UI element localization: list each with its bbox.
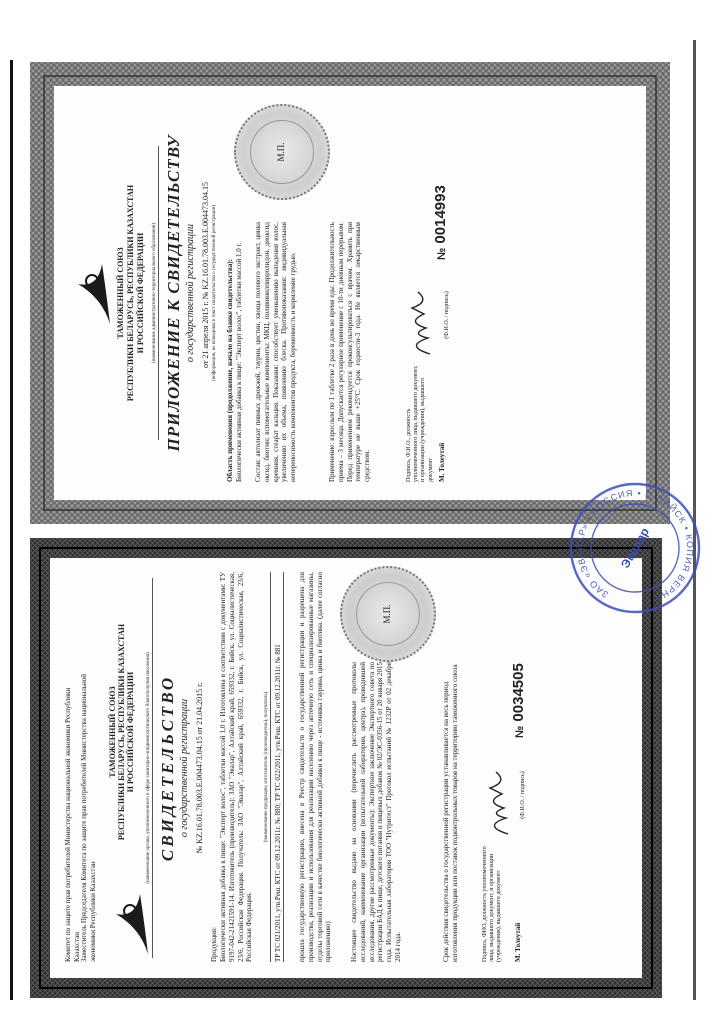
appendix-signature — [400, 288, 440, 358]
left-scan-edge — [10, 60, 13, 1000]
cert-signer-name: М. Толеутай — [514, 922, 522, 962]
cert-header-line-3: И РОССИЙСКОЙ ФЕДЕРАЦИИ — [126, 671, 136, 793]
cert-mp-seal — [340, 566, 436, 662]
cert-registration-text: прошла государственную регистрацию, внесена в Реестр свидетельств о государственной регистрации и разрешена для производства, реализации и использования для реализации населению через аптечную сеть и специализированные магазины, отделы торговой сети в качестве биологически активной добавки к пище - источника таурина, цинка и биотина. (далее согласно приложению) — [298, 572, 333, 962]
appendix-composition: Состав: автолизат пивных дрожжей, таурин, цистин, хвоща полевого экстракт, цинка оксид, биотин; вспомогательные компоненты: МКЦ, поливинилпирролидон, диоксид кремния, стеарат кальция. Показания: способствует уменьшению выпадения волос, увеличению их объема, появлению блеска. Противопоказания: индивидуальная непереносимость компонентов продукта, беременность и кормление грудью. — [254, 222, 297, 482]
appendix-signer-caption: Подпись, Ф.И.О., должность уполномоченного лица, выдавшего документ, и организации (учреждения), выдавшего документ — [406, 365, 434, 482]
appendix-header-line-2: РЕСПУБЛИКИ БЕЛАРУСЬ, РЕСПУБЛИКИ КАЗАХСТАН — [126, 184, 135, 402]
customs-union-logo-icon — [72, 258, 116, 328]
cert-conformity: ТР ТС 021/2011, утв.Реш. КТС от 09.12.2011г. № 880; ТР ТС 022/2011, утв.Реш. КТС от 09.12.2011г. № 881 — [274, 572, 284, 962]
appendix-panel — [30, 62, 670, 524]
company-stamp — [565, 478, 705, 618]
appendix-date-line: от 21 апреля 2015 г. № KZ.16.01.78.003.E.004473.04.15 — [201, 182, 210, 368]
cert-signer-caption: Подпись, ФИО, должность уполномоченного лица, выдавшего документ, и организации (учреждения), выдавшего документ — [482, 846, 503, 962]
appendix-fio-caption: (Ф.И.О. / подпись) — [444, 291, 450, 339]
appendix-title: ПРИЛОЖЕНИЕ К СВИДЕТЕЛЬСТВУ — [164, 134, 183, 452]
cert-header-line-1: ТАМОЖЕННЫЙ СОЮЗ — [108, 686, 117, 778]
cert-basis-text: Настоящее свидетельство выдано на основании (перечислить рассмотренные протоколы исследований, наименование организации (испытательной лаборатории, центра), проводившей исследования, другие рассмотренные документы): Экспертное заключение Экспертного совета по регистрации БАД к пище, детского питания и пищевых добавок № 02/ЭС-0356-15 от 20 января 2015 года. Испытательная лаборатория ТОО "Нутритест" Протокол испытаний № 1232Р от 02 декабря 2014 года. — [350, 661, 402, 962]
appendix-serial-prefix: № — [436, 247, 448, 260]
stamp-center-text: Эвалар — [617, 525, 653, 571]
cert-title: СВИДЕТЕЛЬСТВО — [158, 674, 177, 862]
cert-number-line: № KZ.16.01.78.003.E.004473.04.15 от 21.04.2015 г. — [195, 682, 204, 854]
appendix-header-line-3: И РОССИЙСКОЙ ФЕДЕРАЦИИ — [136, 232, 145, 354]
cert-header-caption: (наименование органа, уполномоченного в сфере санитарно-эпидемиологического благополучия населения) — [146, 578, 153, 958]
appendix-scope-text: Биологически активная добавка к пище: "Эксперт волос", таблетки массой 1,0 г. — [235, 242, 243, 482]
cert-product-caption: (наименование продукции, изготовитель (производитель), получатель) — [264, 572, 271, 962]
appendix-signer-name: М. Толеутай — [438, 442, 446, 482]
cert-product-label: Продукция: — [210, 927, 218, 962]
cert-committee: Комитет по защите прав потребителей Министерства национальной экономики Республики Казахстан — [64, 687, 81, 962]
cert-product-text: Биологически активная добавка к пище: "Эксперт волос", таблетки массой 1,0 г. Изготовлена в соответствии с документами: ТУ 9197-042-21421591-14. Изготовитель (производитель): ЗАО "Эвалар", Алтайский край, 659332, г. Бийск, ул. Социалистическая, 23/6, Российская Федерация. Получатель: ЗАО "Эвалар", Алтайский край, 659332, г. Бийск, ул. Социалистическая, 23/6, Российская Федерация. — [219, 572, 254, 962]
appendix-mp-label: М.П. — [276, 142, 286, 162]
cert-subtitle: о государственной регистрации — [179, 698, 190, 838]
cert-mp-label: М.П. — [382, 604, 392, 624]
cert-fio-caption: (Ф.И.О. / подпись) — [520, 771, 526, 819]
appendix-header-caption: (наименование административно-территориального образования) — [152, 146, 159, 440]
appendix-usage: Применение: взрослым по 1 таблетке 2 раза в день во время еды. Продолжительность приема – 3 месяца. Допускается регулярное применение с 10-ти дневным перерывом. Перед применением рекомендуется проконсультироваться с врачом. Хранить при температуре не выше +25°С. Срок годности-3 года. Не является лекарственным средством. — [328, 222, 371, 482]
cert-serial-prefix: № — [514, 725, 526, 738]
cert-header-line-2: РЕСПУБЛИКИ БЕЛАРУСЬ, РЕСПУБЛИКИ КАЗАХСТАН — [117, 623, 127, 841]
appendix-mp-seal — [234, 104, 330, 200]
stamp-ring-text: ЗАО «ЭВАЛАР» • РОССИЯ • Г. БИЙСК • КОПИЯ ВЕРНА • — [574, 487, 696, 607]
cert-signature — [478, 768, 518, 838]
appendix-serial-number: 0014993 — [432, 185, 449, 244]
appendix-scope-heading: Область применения (продолжение, начало на бланке свидетельства): — [226, 259, 234, 482]
cert-serial-number: 0034505 — [510, 663, 527, 722]
appendix-date-caption: (информация, не вошедшая в текст свидетельства о государственной регистрации) — [212, 204, 217, 382]
appendix-header-line-1: ТАМОЖЕННЫЙ СОЮЗ — [116, 247, 125, 339]
appendix-subtitle: о государственной регистрации — [185, 223, 196, 363]
cert-validity-text: Срок действия свидетельства о государственной регистрации устанавливается на весь период изготовления продукции или поставок подконтрольных товаров на территорию таможенного союза — [442, 664, 459, 962]
cert-deputy: Заместитель Председателя Комитета по защите прав потребителей Министерства национальной экономики Республики Казахстан — [80, 673, 97, 962]
